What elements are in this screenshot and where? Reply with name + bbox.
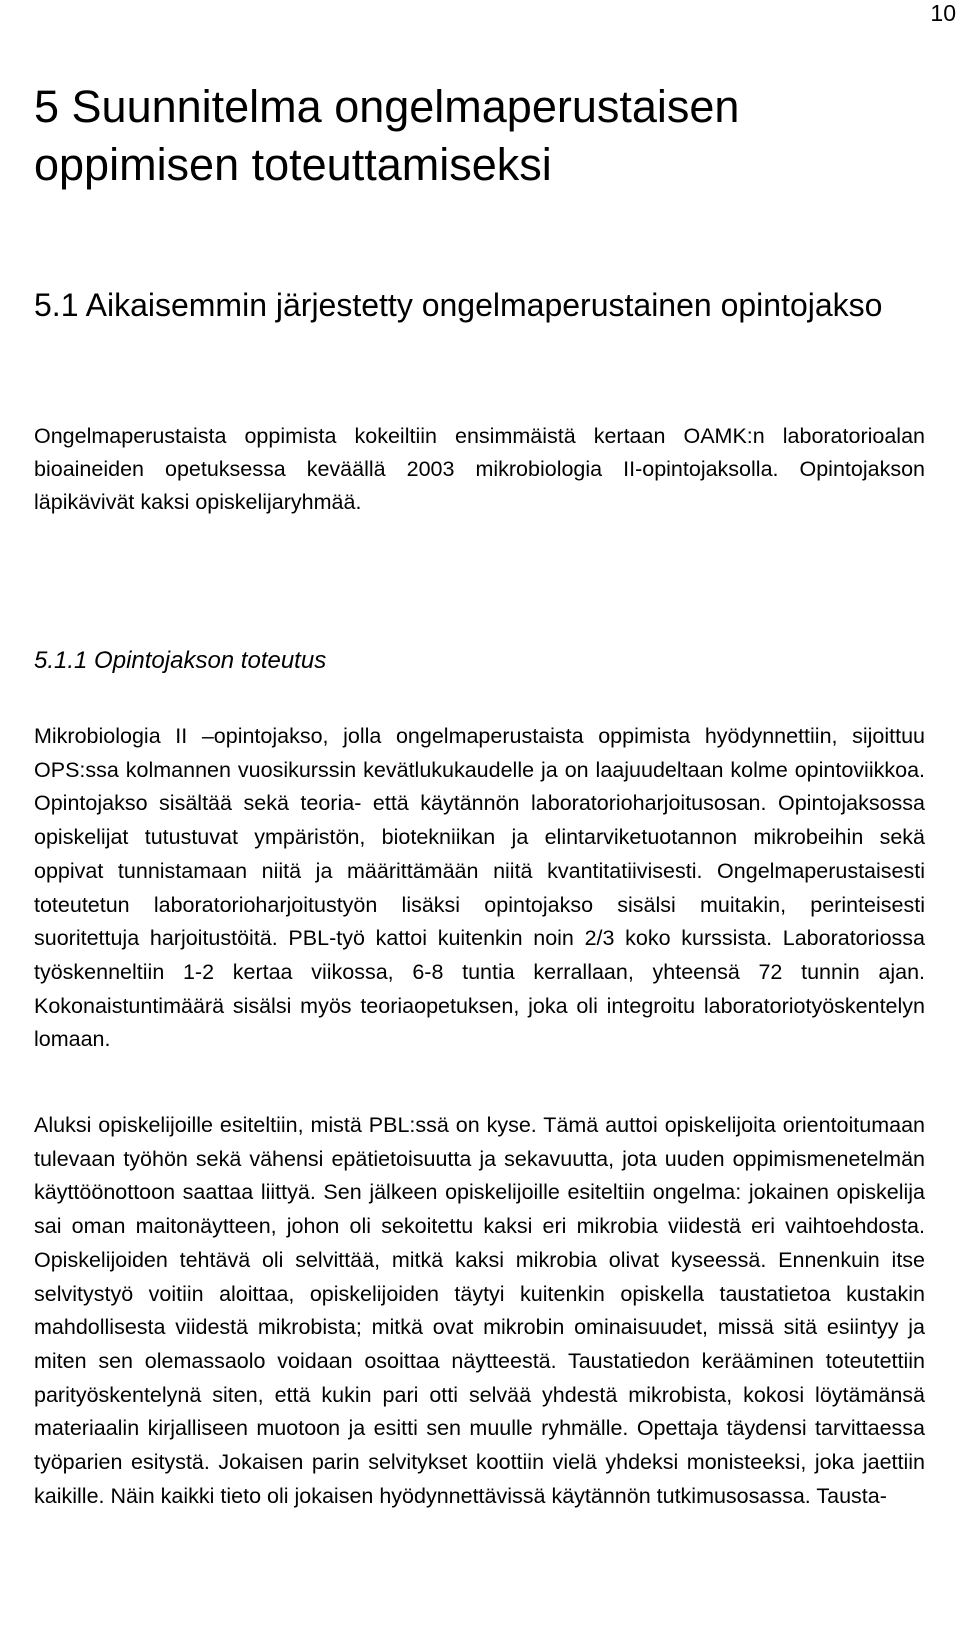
section-title: 5.1 Aikaisemmin järjestetty ongelmaperustainen opintojakso [34, 287, 883, 323]
subsection-title: 5.1.1 Opintojakson toteutus [34, 647, 327, 674]
paragraph-aluksi: Aluksi opiskelijoille esiteltiin, mistä PBL:ssä on kyse. Tämä auttoi opiskelijoita orientoitumaan tulevaan työhön sekä vähensi epätietoisuutta ja sekavuutta, jota uuden oppimismenetelmän käyttöönottoon saattaa liittyä. Sen jälkeen opiskelijoille esiteltiin ongelma: jokainen opiskelija sai oman maitonäytteen, johon oli sekoitettu kaksi eri mikrobia viidestä eri vaihtoehdosta. Opiskelijoiden tehtävä oli selvittää, mitkä kaksi mikrobia olivat kyseessä. Ennenkuin itse selvitystyö voitiin aloittaa, opiskelijoiden täytyi kuitenkin opiskella taustatietoa kustakin mahdollisesta viidestä mikrobista; mitkä ovat mikrobin ominaisuudet, missä sitä esiintyy ja miten sen olemassaolo voidaan osoittaa näytteestä. Taustatiedon kerääminen toteutettiin parityöskentelynä siten, että kukin pari otti selvää yhdestä mikrobista, kokosi löytämänsä materiaalin kirjalliseen muotoon ja esitti sen muulle ryhmälle. Opettaja täydensi tarvittaessa työparien esitystä. Jokaisen parin selvitykset koottiin vielä yhdeksi monisteeksi, joka jaettiin kaikille. Näin kaikki tieto oli jokaisen hyödynnettävissä käytännön tutkimusosassa. Tausta- [34, 1113, 925, 1508]
paragraph-intro: Ongelmaperustaista oppimista kokeiltiin ensimmäistä kertaan OAMK:n laboratorioalan bioaineiden opetuksessa keväällä 2003 mikrobiologia II-opintojaksolla. Opintojakson läpikävivät kaksi opiskelijaryhmää. [34, 424, 925, 514]
page-number: 10 [930, 0, 956, 26]
paragraph-toteutus: Mikrobiologia II –opintojakso, jolla ongelmaperustaista oppimista hyödynnettiin, sijoittuu OPS:ssa kolmannen vuosikurssin kevätlukukaudelle ja on laajuudeltaan kolme opintoviikkoa. Opintojakso sisältää sekä teoria- että käytännön laboratorioharjoitusosan. Opintojaksossa opiskelijat tutustuvat ympäristön, biotekniikan ja elintarviketuotannon mikrobeihin sekä oppivat tunnistamaan niitä ja määrittämään niitä kvantitatiivisesti. Ongelmaperustaisesti toteutetun laboratorioharjoitustyön lisäksi opintojakso sisälsi muitakin, perinteisesti suoritettuja harjoitustöitä. PBL-työ kattoi kuitenkin noin 2/3 koko kurssista. Laboratoriossa työskenneltiin 1-2 kertaa viikossa, 6-8 tuntia kerrallaan, yhteensä 72 tunnin ajan. Kokonaistuntimäärä sisälsi myös teoriaopetuksen, joka oli integroitu laboratoriotyöskentelyn lomaan. [34, 724, 925, 1052]
chapter-title: 5 Suunnitelma ongelmaperustaisen oppimisen toteuttamiseksi [34, 81, 740, 190]
